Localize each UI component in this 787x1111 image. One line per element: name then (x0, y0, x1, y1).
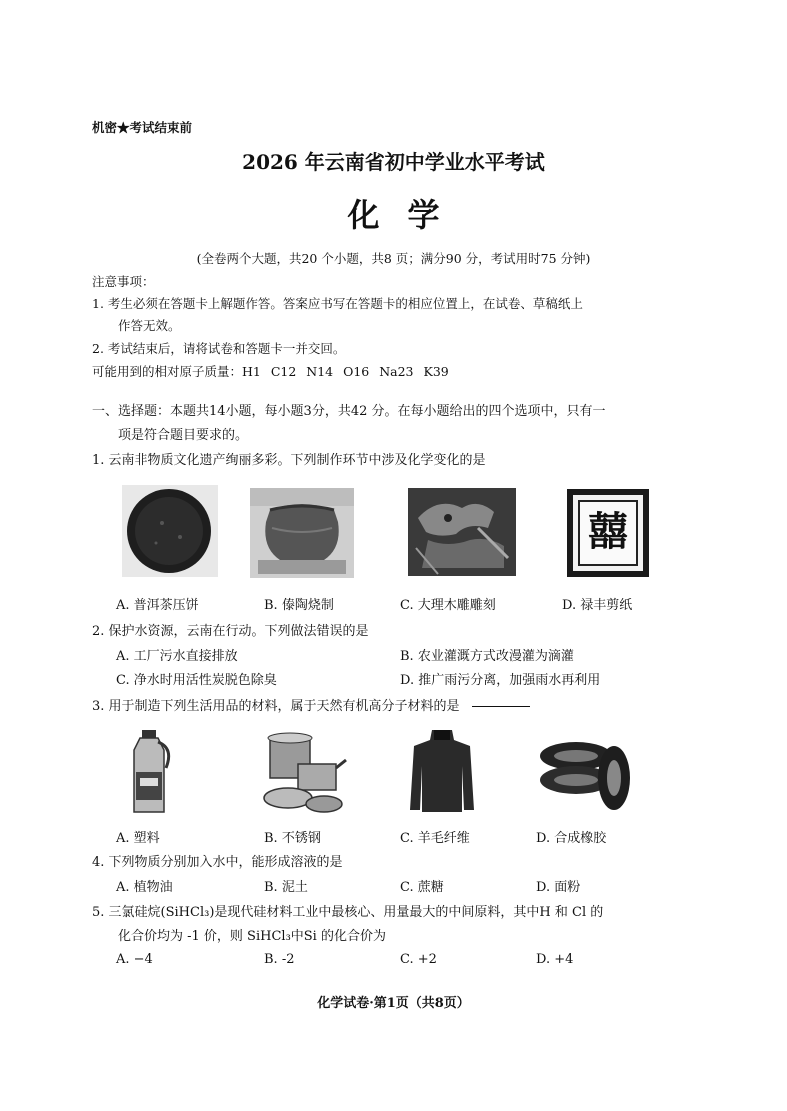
q3-option-a[interactable]: A. 塑料 (116, 831, 160, 846)
tea-cake-image (122, 485, 218, 577)
question-5-stem: 5. 三氯硅烷(SiHCl₃)是现代硅材料工业中最核心、用量最大的中间原料，其中H 和 Cl 的 (92, 905, 604, 920)
answer-blank (472, 706, 530, 707)
q3-option-d[interactable]: D. 合成橡胶 (536, 831, 607, 846)
pottery-image (250, 488, 354, 578)
q2-option-d[interactable]: D. 推广雨污分离，加强雨水再利用 (400, 673, 601, 688)
q3-option-c[interactable]: C. 羊毛纤维 (400, 831, 470, 846)
question-4-stem: 4. 下列物质分别加入水中，能形成溶液的是 (92, 855, 343, 870)
confidential-label: 机密★考试结束前 (92, 120, 193, 135)
notes-heading: 注意事项： (92, 274, 155, 289)
q4-option-b[interactable]: B. 泥土 (264, 880, 308, 895)
svg-text:囍: 囍 (588, 508, 628, 555)
section-1-instructions: 一、选择题：本题共14小题，每小题3分，共42 分。在每小题给出的四个选项中，只有一 (92, 404, 606, 419)
atomic-masses: 可能用到的相对原子质量：H1 C12 N14 O16 Na23 K39 (92, 364, 449, 379)
question-2-stem: 2. 保护水资源，云南在行动。下列做法错误的是 (92, 624, 369, 639)
rubber-tires-image (536, 734, 636, 812)
question-3-text: 3. 用于制造下列生活用品的材料，属于天然有机高分子材料的是 (92, 699, 460, 714)
question-3-stem (92, 695, 530, 714)
question-5-stem-cont: 化合价均为 -1 价，则 SiHCl₃中Si 的化合价为 (118, 929, 386, 944)
subject-title: 化学 (347, 196, 468, 234)
q5-option-d[interactable]: D. +4 (536, 952, 574, 967)
q2-option-c[interactable]: C. 净水时用活性炭脱色除臭 (116, 673, 277, 688)
q5-option-a[interactable]: A. −4 (116, 952, 153, 967)
exam-info: (全卷两个大题，共20 个小题，共8 页；满分90 分，考试用时75 分钟) (196, 251, 591, 266)
wood-carving-image (408, 488, 516, 576)
q1-option-b[interactable]: B. 傣陶烧制 (264, 598, 334, 613)
q5-option-c[interactable]: C. +2 (400, 952, 437, 967)
page-footer: 化学试卷·第1页（共8页） (317, 996, 470, 1011)
note-item-1-cont: 作答无效。 (118, 318, 181, 333)
question-1-stem: 1. 云南非物质文化遗产绚丽多彩。下列制作环节中涉及化学变化的是 (92, 453, 486, 468)
q1-option-a[interactable]: A. 普洱茶压饼 (116, 598, 199, 613)
q3-option-b[interactable]: B. 不锈钢 (264, 831, 321, 846)
q4-option-a[interactable]: A. 植物油 (116, 880, 173, 895)
q1-option-c[interactable]: C. 大理木雕雕刻 (400, 598, 496, 613)
note-item-1: 1. 考生必须在答题卡上解题作答。答案应书写在答题卡的相应位置上，在试卷、草稿纸上 (92, 296, 583, 311)
note-item-2: 2. 考试结束后，请将试卷和答题卡一并交回。 (92, 341, 346, 356)
q4-option-c[interactable]: C. 蔗糖 (400, 880, 444, 895)
q2-option-a[interactable]: A. 工厂污水直接排放 (116, 649, 238, 664)
q2-option-b[interactable]: B. 农业灌溉方式改漫灌为滴灌 (400, 649, 574, 664)
q5-option-b[interactable]: B. -2 (264, 952, 295, 967)
paper-cutting-image (567, 489, 649, 577)
steel-pots-image (258, 724, 348, 816)
q4-option-d[interactable]: D. 面粉 (536, 880, 581, 895)
wool-sweater-image (408, 726, 476, 816)
q1-option-d[interactable]: D. 禄丰剪纸 (562, 598, 633, 613)
plastic-bottle-image (120, 728, 180, 816)
section-1-instructions-cont: 项是符合题目要求的。 (118, 428, 249, 443)
exam-title: 2026 年云南省初中学业水平考试 (242, 150, 545, 174)
